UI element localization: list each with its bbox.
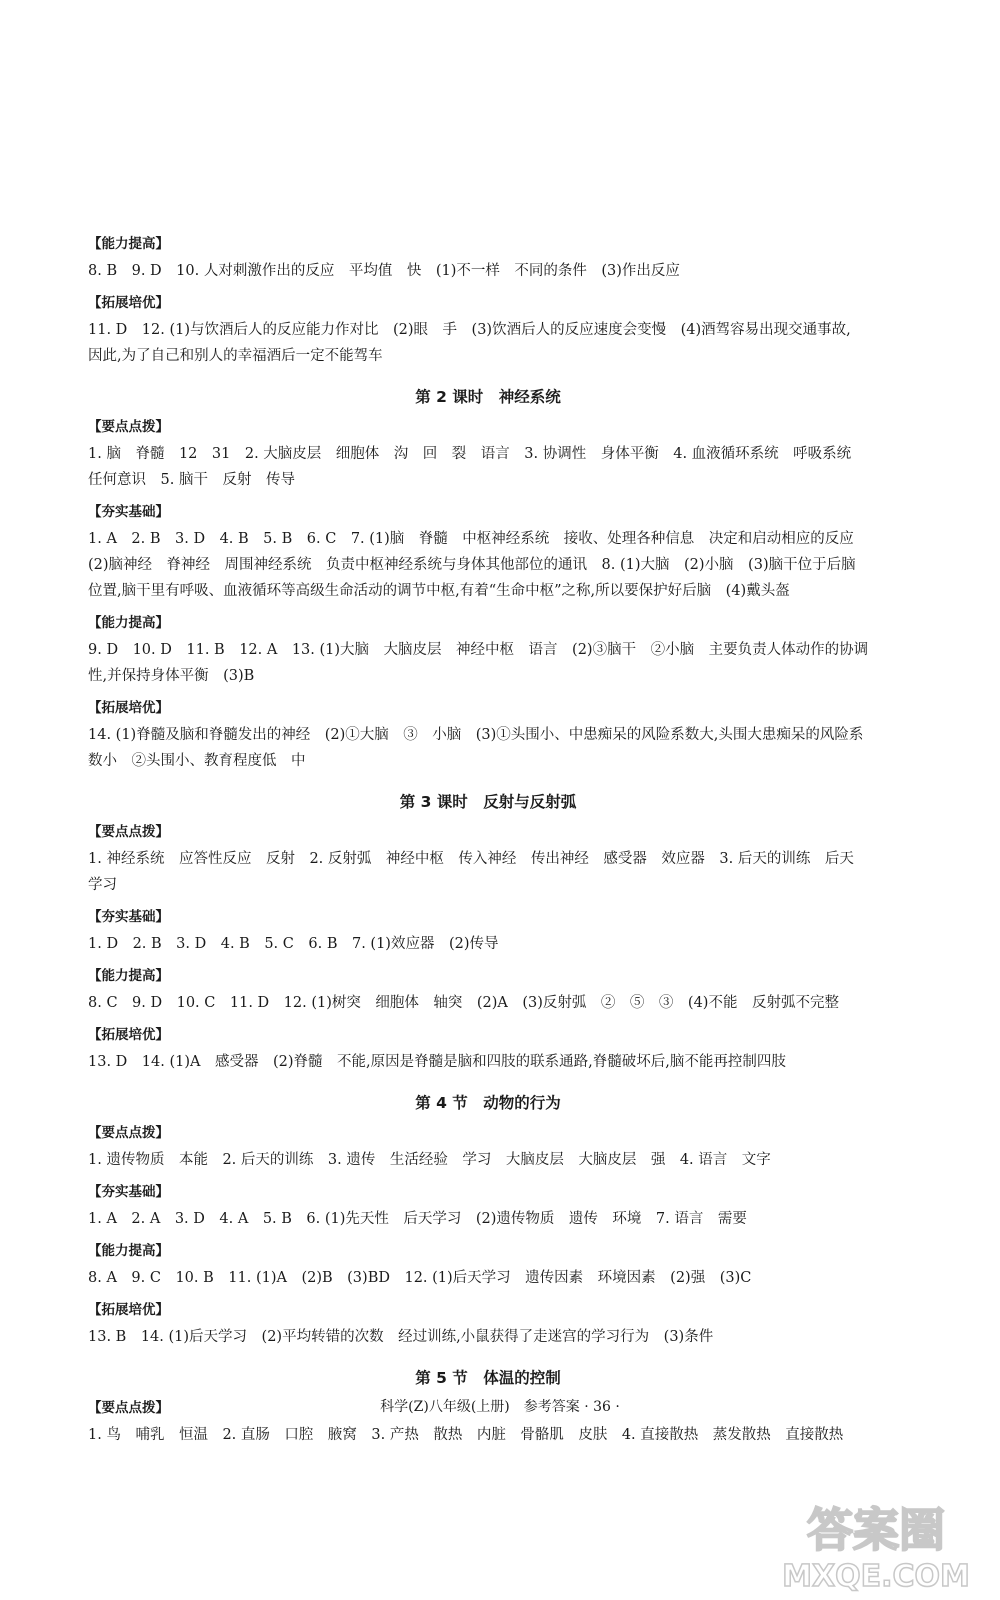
section-ability-4	[88, 1241, 888, 1291]
section-ability-1	[88, 234, 888, 284]
section-key-points-2	[88, 417, 888, 493]
section-ability-3	[88, 966, 888, 1016]
watermark-logo	[774, 1498, 979, 1594]
section-tag: 【拓展培优】	[88, 1302, 169, 1318]
answer-line: 14. (1)脊髓及脑和脊髓发出的神经 (2)①大脑 ③ 小脑 (3)①头围小、中患痴呆的风险系数大,头围大患痴呆的风险系	[88, 727, 864, 743]
watermark-text: 答案圈	[807, 1503, 945, 1557]
lesson-title: 第 5 节 体温的控制	[415, 1369, 561, 1387]
answer-line: 9. D 10. D 11. B 12. A 13. (1)大脑 大脑皮层 神经中枢 语言 (2)③脑干 ②小脑 主要负责人体动作的协调	[88, 642, 869, 658]
section-key-points-3	[88, 822, 888, 898]
watermark-url: MXQE.COM	[782, 1559, 970, 1594]
section-tag: 【拓展培优】	[88, 1027, 169, 1043]
answer-line: 8. A 9. C 10. B 11. (1)A (2)B (3)BD 12. (1)后天学习 遗传因素 环境因素 (2)强 (3)C	[88, 1270, 752, 1286]
answer-line: (2)脑神经 脊神经 周围神经系统 负责中枢神经系统与身体其他部位的通讯 8. (1)大脑 (2)小脑 (3)脑干位于后脑	[88, 557, 856, 573]
section-tag: 【拓展培优】	[88, 295, 169, 311]
answer-line: 11. D 12. (1)与饮酒后人的反应能力作对比 (2)眼 手 (3)饮酒后人的反应速度会变慢 (4)酒驾容易出现交通事故,	[88, 322, 851, 338]
section-extend-3	[88, 1025, 888, 1075]
section-tag: 【要点点拨】	[88, 1400, 169, 1416]
section-basics-4	[88, 1182, 888, 1232]
answer-line: 1. 脑 脊髓 12 31 2. 大脑皮层 细胞体 沟 回 裂 语言 3. 协调性 身体平衡 4. 血液循环系统 呼吸系统	[88, 446, 852, 462]
lesson-title: 第 2 课时 神经系统	[415, 388, 561, 406]
section-tag: 【能力提高】	[88, 1243, 169, 1259]
answer-line: 任何意识 5. 脑干 反射 传导	[88, 472, 295, 488]
answer-line: 8. C 9. D 10. C 11. D 12. (1)树突 细胞体 轴突 (2)A (3)反射弧 ② ⑤ ③ (4)不能 反射弧不完整	[88, 995, 839, 1011]
section-tag: 【能力提高】	[88, 968, 169, 984]
section-tag: 【拓展培优】	[88, 700, 169, 716]
answer-line: 1. 神经系统 应答性反应 反射 2. 反射弧 神经中枢 传入神经 传出神经 感受器 效应器 3. 后天的训练 后天	[88, 851, 854, 867]
answer-line: 位置,脑干里有呼吸、血液循环等高级生命活动的调节中枢,有着“生命中枢”之称,所以要保护好后脑 (4)戴头盔	[88, 583, 790, 599]
section-tag: 【要点点拨】	[88, 1125, 169, 1141]
lesson-title: 第 3 课时 反射与反射弧	[399, 793, 577, 811]
section-tag: 【夯实基础】	[88, 909, 169, 925]
section-tag: 【夯实基础】	[88, 1184, 169, 1200]
answer-line: 1. D 2. B 3. D 4. B 5. C 6. B 7. (1)效应器 (2)传导	[88, 936, 499, 952]
answer-line: 性,并保持身体平衡 (3)B	[88, 668, 255, 684]
section-key-points-4	[88, 1123, 888, 1173]
answer-line: 13. B 14. (1)后天学习 (2)平均转错的次数 经过训练,小鼠获得了走迷宫的学习行为 (3)条件	[88, 1329, 714, 1345]
answer-line: 1. 遗传物质 本能 2. 后天的训练 3. 遗传 生活经验 学习 大脑皮层 大脑皮层 强 4. 语言 文字	[88, 1152, 771, 1168]
lesson-title: 第 4 节 动物的行为	[415, 1094, 561, 1112]
answer-line: 8. B 9. D 10. 人对刺激作出的反应 平均值 快 (1)不一样 不同的条件 (3)作出反应	[88, 263, 680, 279]
section-extend-2	[88, 698, 888, 774]
section-tag: 【能力提高】	[88, 615, 169, 631]
section-tag: 【要点点拨】	[88, 419, 169, 435]
answer-line: 13. D 14. (1)A 感受器 (2)脊髓 不能,原因是脊髓是脑和四肢的联系通路,脊髓破坏后,脑不能再控制四肢	[88, 1054, 786, 1070]
section-tag: 【夯实基础】	[88, 504, 169, 520]
answer-line: 1. 鸟 哺乳 恒温 2. 直肠 口腔 腋窝 3. 产热 散热 内脏 骨骼肌 皮肤 4. 直接散热 蒸发散热 直接散热	[88, 1427, 844, 1443]
section-basics-2	[88, 502, 888, 604]
answer-line: 数小 ②头围小、教育程度低 中	[88, 753, 306, 769]
section-basics-3	[88, 907, 888, 957]
answer-line: 1. A 2. A 3. D 4. A 5. B 6. (1)先天性 后天学习 (2)遗传物质 遗传 环境 7. 语言 需要	[88, 1211, 747, 1227]
section-ability-2	[88, 613, 888, 689]
section-tag: 【要点点拨】	[88, 824, 169, 840]
answer-line: 1. A 2. B 3. D 4. B 5. B 6. C 7. (1)脑 脊髓 中枢神经系统 接收、处理各种信息 决定和启动相应的反应	[88, 531, 854, 547]
section-extend-1	[88, 293, 888, 369]
answer-content	[88, 225, 888, 1448]
section-extend-4	[88, 1300, 888, 1350]
answer-line: 学习	[88, 877, 117, 893]
answer-line: 因此,为了自己和别人的幸福酒后一定不能驾车	[88, 348, 383, 364]
section-tag: 【能力提高】	[88, 236, 169, 252]
page-footer: 科学(Z)八年级(上册) 参考答案 · 36 ·	[380, 1399, 620, 1415]
